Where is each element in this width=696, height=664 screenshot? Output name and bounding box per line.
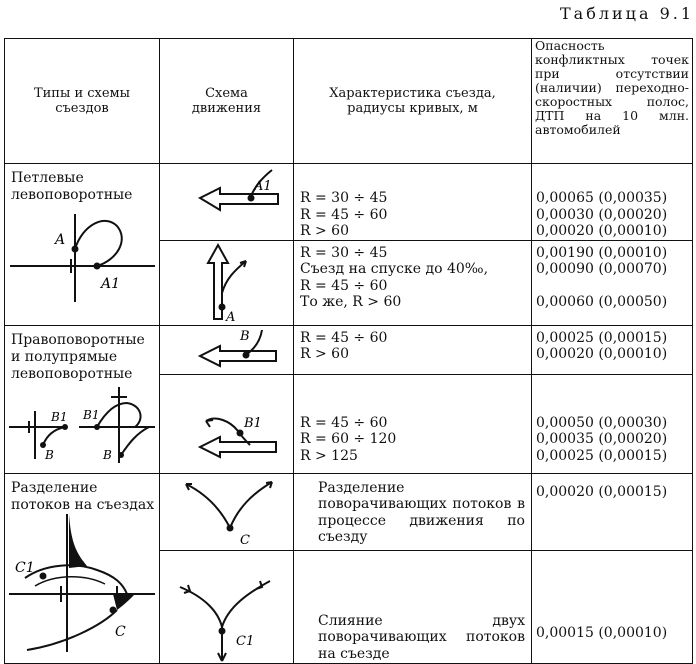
value-cell: [532, 325, 693, 374]
type-cell-loop: [5, 164, 160, 326]
characteristics-cell: [294, 374, 532, 473]
scheme-cell: [160, 550, 294, 663]
char-line: R = 30 ÷ 45: [300, 190, 388, 206]
label-c1: C1: [236, 633, 255, 649]
value-cell: [532, 164, 693, 241]
char-line: R = 60 ÷ 120: [300, 431, 397, 447]
right-turn-interchange-diagram: [5, 383, 160, 467]
value-cell: [532, 240, 693, 325]
value-line: 0,00020 (0,00015): [536, 483, 668, 500]
char-line: R = 45 ÷ 60: [300, 206, 388, 223]
value-line: 0,00060 (0,00050): [536, 294, 668, 310]
header-characteristics: Характеристика съезда, радиусы кривых, м: [294, 39, 532, 164]
value-cell: [532, 374, 693, 473]
char-line: R = 45 ÷ 60: [300, 329, 388, 346]
table-row: [5, 164, 693, 241]
scheme-cell: [160, 325, 294, 374]
type-cell-right-turn: [5, 325, 160, 473]
left-arrow-scheme-b1: [160, 375, 294, 473]
label-a1: A1: [101, 276, 121, 292]
char-line: Слияние двух поворачивающих потоков на съезде: [318, 612, 525, 662]
char-line: R = 30 ÷ 45: [300, 244, 388, 261]
value-line: 0,00020 (0,00010): [536, 223, 668, 239]
scheme-cell: [160, 164, 294, 241]
label-b1: B1: [51, 409, 68, 424]
value-line: 0,00035 (0,00020): [536, 431, 668, 447]
split-scheme: [160, 474, 294, 550]
label-c: C: [115, 623, 126, 640]
type-label: Разделение потоков на съездах: [11, 479, 155, 513]
separation-interchange-diagram: [5, 514, 160, 654]
value-line: 0,00025 (0,00015): [536, 329, 668, 346]
type-label: Петлевые левоповоротные: [11, 170, 133, 203]
value-line: 0,00050 (0,00030): [536, 414, 668, 431]
char-line: R = 45 ÷ 60: [300, 414, 388, 431]
char-line: R > 60: [300, 346, 349, 362]
loop-interchange-diagram: [5, 204, 160, 304]
value-line: 0,00065 (0,00035): [536, 190, 668, 206]
char-line: Съезд на спуске до 40‰,: [300, 261, 489, 277]
char-line: Разделение поворачивающих потоков в процессе движения по съезду: [318, 479, 525, 545]
char-line: R > 125: [300, 447, 358, 464]
label-a: A: [226, 309, 236, 325]
char-line: То же, R > 60: [300, 294, 402, 310]
scheme-cell: [160, 473, 294, 550]
left-arrow-scheme-b: [160, 326, 294, 374]
scheme-cell: [160, 374, 294, 473]
value-line: 0,00030 (0,00020): [536, 206, 668, 223]
label-a: A: [55, 232, 66, 248]
label-b: B: [45, 447, 54, 462]
data-table: [4, 38, 693, 664]
header-types: Типы и схемы съездов: [5, 39, 160, 164]
header-row: [5, 39, 693, 164]
characteristics-cell: [294, 550, 532, 663]
label-b1: B1: [244, 415, 262, 431]
characteristics-cell: [294, 164, 532, 241]
merge-scheme: [160, 551, 294, 663]
characteristics-cell: [294, 325, 532, 374]
type-cell-separation: [5, 473, 160, 663]
value-line: 0,00090 (0,00070): [536, 261, 668, 277]
value-line: 0,00190 (0,00010): [536, 244, 668, 261]
label-c1: C1: [15, 559, 35, 576]
label-c: C: [240, 532, 250, 548]
left-arrow-scheme: [160, 164, 294, 234]
value-cell: [532, 550, 693, 663]
label-a1: A1: [254, 179, 272, 194]
value-line: 0,00025 (0,00015): [536, 447, 668, 464]
value-line: [536, 278, 690, 295]
value-line: 0,00020 (0,00010): [536, 346, 668, 362]
characteristics-cell: [294, 473, 532, 550]
label-b: B: [103, 447, 112, 462]
value-line: 0,00015 (0,00010): [536, 624, 668, 641]
header-scheme: Схема движения: [160, 39, 294, 164]
characteristics-cell: [294, 240, 532, 325]
scheme-cell: [160, 240, 294, 325]
char-line: R > 60: [300, 223, 349, 239]
up-arrow-scheme: [160, 241, 294, 325]
char-line: R = 45 ÷ 60: [300, 277, 388, 294]
value-cell: [532, 473, 693, 550]
label-b: B: [240, 328, 250, 344]
table-row: [5, 325, 693, 374]
label-b1: B1: [83, 407, 100, 422]
type-label: Правоповоротные и полупрямые левоповоротные: [11, 331, 145, 382]
header-danger: Опасность конфликтных точек при отсутствии (наличии) переходно-скоростных полос, ДТП на 10 млн. автомобилей: [532, 39, 693, 164]
table-row: [5, 473, 693, 550]
table-caption: Таблица 9.1: [560, 4, 695, 23]
